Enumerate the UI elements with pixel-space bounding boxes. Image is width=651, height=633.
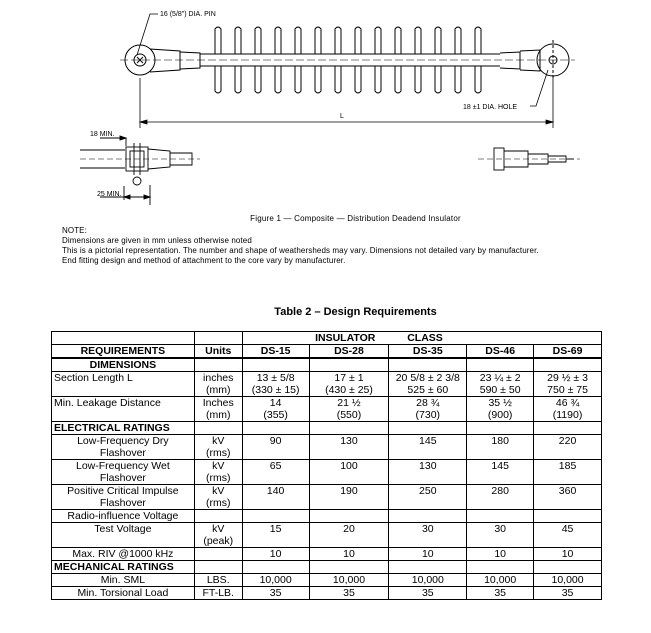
note-line: Dimensions are given in mm unless otherwise noted	[62, 236, 252, 245]
row-lf-dry: Low-Frequency Dry Flashover kV (rms) 90 130 145 180 220	[52, 435, 602, 460]
header-ds35: DS-35	[389, 345, 467, 359]
row-test-voltage: Test Voltage kV (peak) 15 20 30 30 45	[52, 523, 602, 548]
row-riv-header: Radio-influence Voltage	[52, 510, 602, 523]
row-sml: Min. SML LBS. 10,000 10,000 10,000 10,000 10,000	[52, 574, 602, 587]
header-ds28: DS-28	[309, 345, 389, 359]
row-leakage-distance: Min. Leakage Distance Inches (mm) 14 (355) 21 ½ (550) 28 ¾ (730) 35 ½ (900) 46 ¾ (1190)	[52, 397, 602, 422]
length-label: L	[340, 113, 344, 120]
header-ds69: DS-69	[534, 345, 602, 359]
figure-notes	[62, 226, 539, 266]
header-units: Units	[194, 345, 242, 359]
note-line: End fitting design and method of attachment to the core vary by manufacturer.	[62, 256, 346, 265]
table-title: Table 2 – Design Requirements	[274, 306, 437, 318]
row-impulse: Positive Critical Impulse Flashover kV (rms) 140 190 250 280 360	[52, 485, 602, 510]
note-line: This is a pictorial representation. The number and shape of weathersheds may vary. Dimensions not detailed vary by manufacturer.	[62, 246, 539, 255]
section-electrical: ELECTRICAL RATINGS	[52, 422, 602, 435]
row-max-riv: Max. RIV @1000 kHz 10 10 10 10 10	[52, 548, 602, 561]
row-torsional: Min. Torsional Load FT-LB. 35 35 35 35 35	[52, 587, 602, 600]
section-dimensions: DIMENSIONS	[52, 358, 602, 372]
header-ds15: DS-15	[242, 345, 309, 359]
header-requirements: REQUIREMENTS	[52, 345, 195, 359]
row-lf-wet: Low-Frequency Wet Flashover kV (rms) 65 100 130 145 185	[52, 460, 602, 485]
header-ds46: DS-46	[467, 345, 534, 359]
pin-label: 16 (5/8") DIA. PIN	[160, 11, 216, 18]
note-heading: NOTE:	[62, 226, 87, 235]
dim-18-min: 18 MIN.	[90, 131, 115, 138]
header-class: CLASS	[407, 332, 443, 344]
insulator-drawing	[0, 0, 651, 215]
header-insulator: INSULATOR	[315, 332, 376, 344]
dim-25-min: 25 MIN.	[97, 191, 122, 198]
section-mechanical: MECHANICAL RATINGS	[52, 561, 602, 574]
row-section-length: Section Length L inches (mm) 13 ± 5/8 (330 ± 15) 17 ± 1 (430 ± 25) 20 5/8 ± 2 3/8 525 ± 60 23 ¼ ± 2 590 ± 50 29 ½ ± 3 750 ± 75	[52, 372, 602, 397]
table-header-row	[52, 345, 602, 359]
table-header-top	[52, 332, 602, 345]
design-requirements-table	[51, 331, 602, 600]
figure-caption: Figure 1 — Composite — Distribution Deadend Insulator	[250, 214, 461, 223]
hole-label: 18 ±1 DIA. HOLE	[463, 104, 518, 111]
